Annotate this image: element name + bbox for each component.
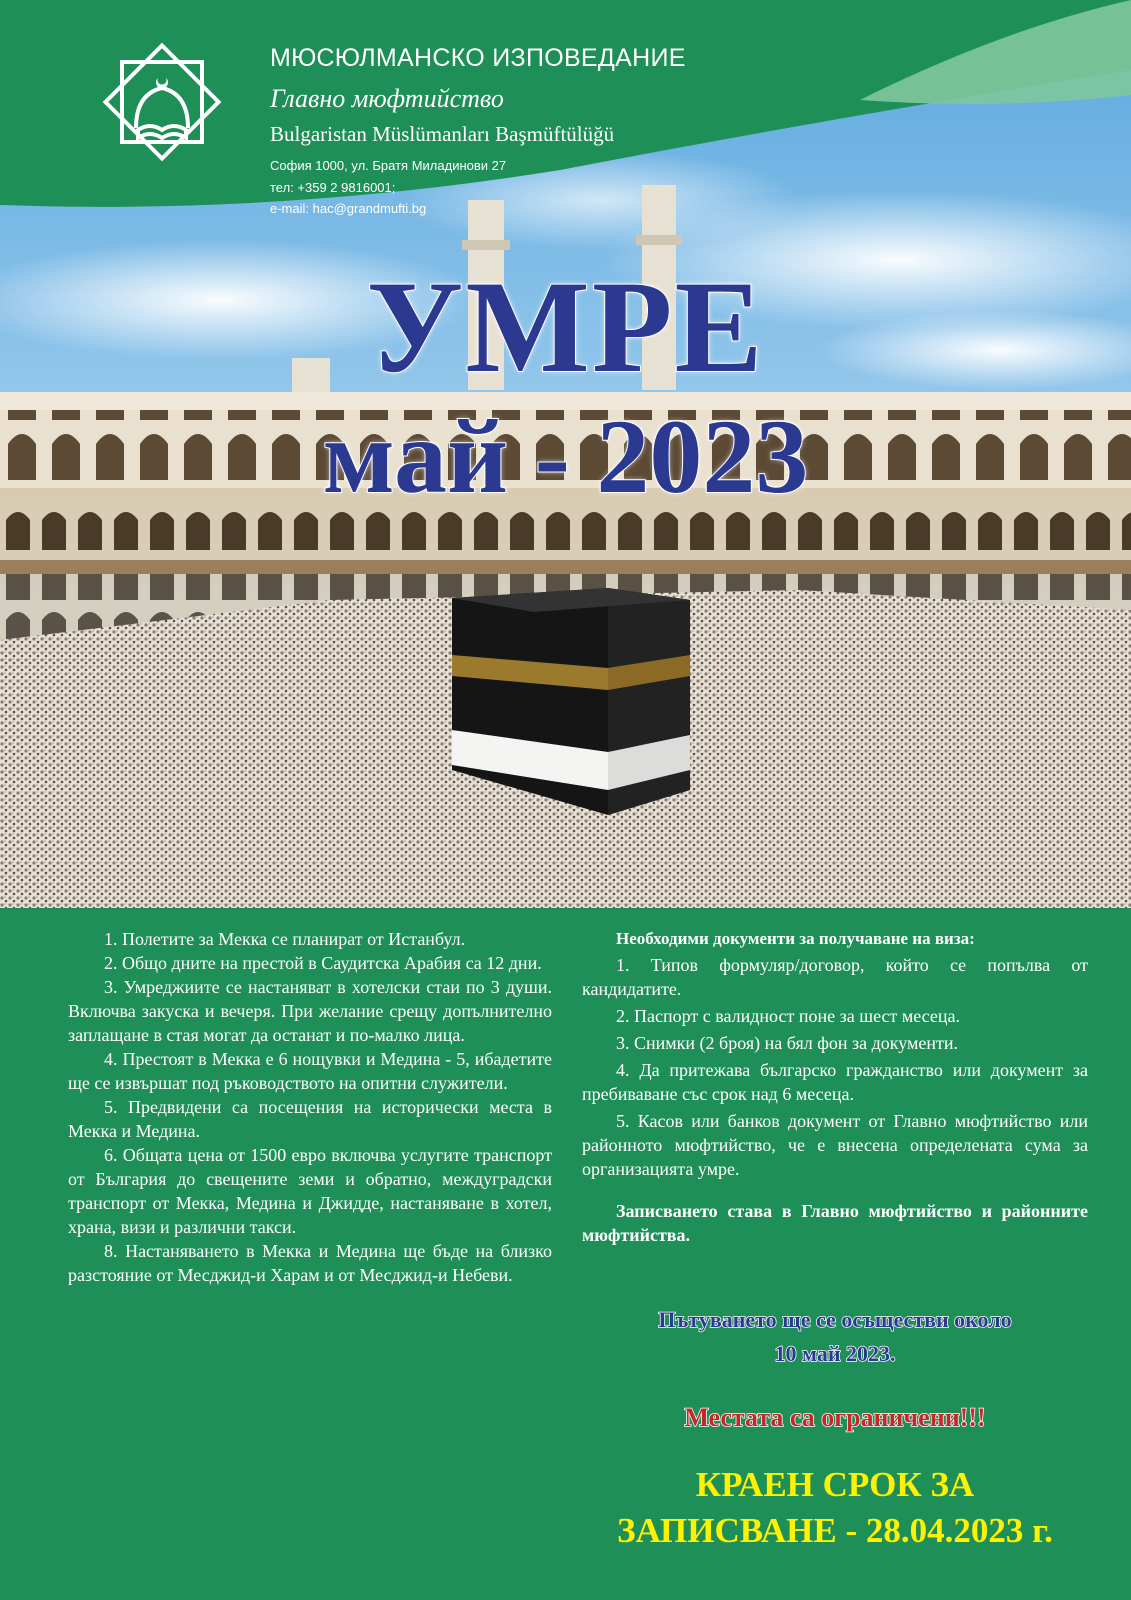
- deadline-notice: [570, 1462, 1100, 1554]
- limited-seats-notice: Местата са ограничени!!!: [684, 1403, 986, 1432]
- list-item: 2. Общо дните на престой в Саудитска Арабия са 12 дни.: [104, 953, 542, 973]
- address: София 1000, ул. Братя Миладинови 27: [270, 158, 507, 173]
- list-item: 5. Касов или банков документ от Главно мюфтийство или районното мюфтийство, че е внесена определената сума за организацията умре.: [582, 1111, 1088, 1179]
- list-item: 3. Снимки (2 броя) на бял фон за документи.: [616, 1033, 959, 1053]
- list-item: 4. Да притежава българско гражданство или документ за пребиваване със срок над 6 месеца.: [582, 1060, 1088, 1104]
- list-item: 1. Типов формуляр/договор, който се попълва от кандидатите.: [582, 955, 1088, 999]
- list-item: 6. Общата цена от 1500 евро включва услугите транспорт от България до свещените земи и обратно, междуградски транспорт от Мекка, Медина и Джидде, настаняване в хотел, храна, визи и различни такси.: [68, 1145, 552, 1237]
- header-banner: [0, 0, 1131, 240]
- list-item: 8. Настаняването в Мекка и Медина ще бъде на близко разстояние от Месджид-и Харам и от Месджид-и Небеви.: [68, 1241, 552, 1285]
- travel-line-2: 10 май 2023.: [774, 1341, 896, 1366]
- documents-section: [582, 927, 1088, 1250]
- enrollment-note: Записването става в Главно мюфтийство и районните мюфтийства.: [582, 1201, 1088, 1245]
- list-item: 1. Полетите за Мекка се планират от Истанбул.: [104, 929, 466, 949]
- documents-title: Необходими документи за получаване на виза:: [616, 929, 975, 948]
- deadline-line-1: КРАЕН СРОК ЗА: [695, 1465, 975, 1504]
- list-item: 5. Предвидени са посещения на исторически места в Мекка и Медина.: [68, 1097, 552, 1141]
- org-name-bg: МЮСЮЛМАНСКО ИЗПОВЕДАНИЕ: [270, 44, 686, 72]
- mosque-book-star-logo-icon: [98, 38, 226, 166]
- list-item: 3. Умреджиите се настаняват в хотелски стаи по 3 души. Включва закуска и вечеря. При желание срещу допълнително заплащане в стая могат да останат и по-малко лица.: [68, 977, 552, 1045]
- deadline-line-2: ЗАПИСВАНЕ - 28.04.2023 г.: [617, 1511, 1053, 1550]
- travel-date-notice: [582, 1303, 1088, 1371]
- email: e-mail: hac@grandmufti.bg: [270, 201, 427, 216]
- title-date: май - 2023: [322, 398, 809, 515]
- org-name-main: Главно мюфтийство: [270, 84, 504, 113]
- phone: тел: +359 2 9816001;: [270, 180, 396, 195]
- list-item: 4. Престоят в Мекка е 6 нощувки и Медина - 5, ибадетите ще се извършат под ръководството на опитни служители.: [68, 1049, 552, 1093]
- travel-line-1: Пътуването ще се осъществи около: [658, 1307, 1012, 1332]
- conditions-list: [68, 927, 552, 1287]
- title-umre: УМРЕ: [366, 253, 765, 400]
- list-item: 2. Паспорт с валидност поне за шест месеца.: [616, 1006, 961, 1026]
- org-name-tr: Bulgaristan Müslümanları Başmüftülüğü: [270, 122, 615, 146]
